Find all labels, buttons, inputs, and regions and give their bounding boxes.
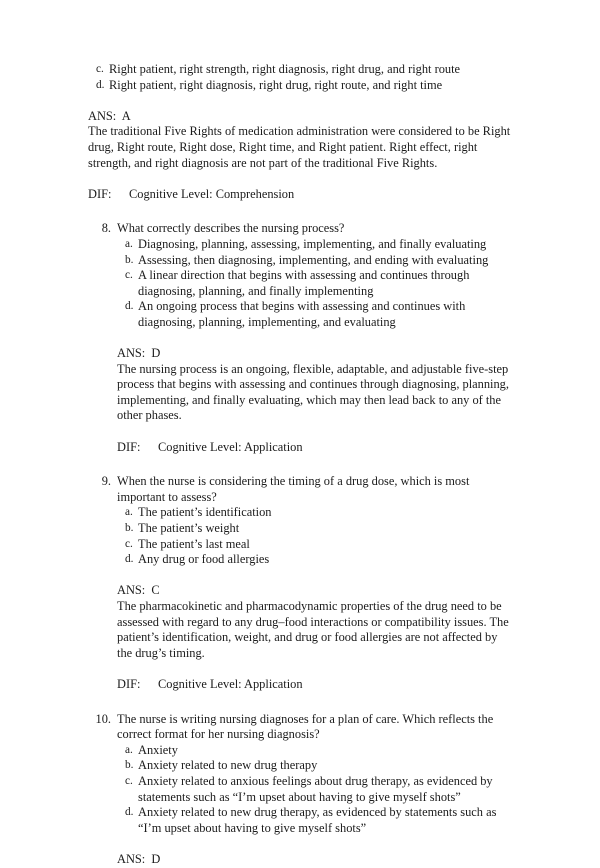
difficulty-line	[117, 440, 512, 456]
answer-option-text: An ongoing process that begins with assessing and continues with diagnosing, planning, implementing, and evaluating	[138, 299, 466, 329]
answer-option[interactable]	[117, 774, 512, 805]
answer-option[interactable]	[117, 758, 512, 774]
answer-option-text: The patient’s weight	[138, 521, 240, 536]
answer-option-letter: b.	[125, 522, 134, 535]
answer-option-letter: c.	[125, 537, 133, 550]
answer-line: ANS: A	[88, 108, 131, 123]
rationale-text: The pharmacokinetic and pharmacodynamic properties of the drug need to be assessed with regard to any drug–food interactions or compatibility issues. The patient’s identification, weight, and drug or food allergies are not affected by the drug’s timing.	[117, 599, 509, 660]
question-number: 9.	[101, 474, 111, 489]
question-stem: When the nurse is considering the timing of a drug dose, which is most important to assess?	[117, 474, 470, 504]
answer-option-letter: a.	[125, 237, 133, 250]
question-heading	[88, 221, 512, 237]
answer-option-text: Anxiety related to new drug therapy	[138, 758, 318, 773]
answer-option-letter: c.	[125, 269, 133, 282]
answer-block	[117, 852, 512, 868]
answer-option-text: Anxiety related to anxious feelings about drug therapy, as evidenced by statements such as “I’m upset about having to give myself shots”	[138, 773, 493, 804]
difficulty-line	[117, 677, 512, 693]
answer-option[interactable]	[117, 268, 512, 299]
answer-option[interactable]	[117, 505, 512, 521]
answer-option-list	[117, 237, 512, 331]
answer-option-list	[117, 743, 512, 837]
question-heading	[88, 474, 512, 505]
difficulty-label: DIF:	[88, 186, 112, 201]
answer-option-letter: a.	[125, 506, 133, 519]
answer-block	[117, 583, 512, 661]
answer-line: ANS: D	[117, 346, 161, 361]
difficulty-label: DIF:	[117, 676, 141, 691]
answer-option-list	[117, 505, 512, 567]
continued-question-block	[88, 62, 512, 202]
answer-block	[117, 346, 512, 424]
answer-option[interactable]	[117, 521, 512, 537]
rationale-text: The nursing process is an ongoing, flexible, adaptable, and adjustable five-step process that begins with assessing and continues through diagnosing, planning, implementing, and finally evaluating, which may then lead back to any of the other phases.	[117, 361, 509, 423]
answer-option[interactable]	[117, 253, 512, 269]
answer-option[interactable]	[117, 552, 512, 568]
difficulty-value: Cognitive Level: Application	[158, 676, 303, 691]
answer-option-letter: c.	[125, 774, 133, 787]
answer-option-letter: b.	[125, 759, 134, 772]
answer-option[interactable]	[88, 78, 512, 94]
answer-option[interactable]	[117, 805, 512, 836]
answer-option-text: Any drug or food allergies	[138, 552, 270, 567]
difficulty-line	[88, 187, 512, 203]
answer-option[interactable]	[88, 62, 512, 78]
answer-option-letter: d.	[125, 300, 134, 313]
question-body	[88, 505, 512, 692]
answer-option-text: Anxiety related to new drug therapy, as evidenced by statements such as “I’m upset about having to give myself shots”	[138, 805, 497, 835]
answer-option-letter: c.	[96, 63, 104, 75]
answer-option-text: Diagnosing, planning, assessing, implementing, and finally evaluating	[138, 236, 487, 251]
answer-option-text: The patient’s last meal	[138, 536, 250, 551]
answer-option-text: Right patient, right diagnosis, right drug, right route, and right time	[109, 77, 443, 92]
answer-option-list	[88, 62, 512, 93]
answer-option-letter: d.	[96, 78, 105, 91]
answer-option-text: A linear direction that begins with assessing and continues through diagnosing, planning, and finally implementing	[138, 268, 470, 298]
answer-option[interactable]	[117, 743, 512, 759]
question-number: 10.	[95, 711, 111, 726]
question-heading	[88, 712, 512, 743]
question-body	[88, 743, 512, 868]
question-stem: What correctly describes the nursing process?	[117, 221, 345, 236]
answer-option-letter: d.	[125, 806, 134, 819]
answer-option[interactable]	[117, 299, 512, 330]
question-block-8	[88, 221, 512, 455]
answer-line: ANS: C	[117, 583, 160, 598]
answer-line: ANS: D	[117, 851, 161, 866]
question-body	[88, 237, 512, 455]
rationale-text: The traditional Five Rights of medication administration were considered to be Right drug, Right route, Right dose, Right time, and Right patient. Right effect, right strength, and right diagnosis are not part of the traditional Five Rights.	[88, 124, 511, 170]
difficulty-value: Cognitive Level: Comprehension	[129, 186, 295, 201]
question-block-9	[88, 474, 512, 692]
answer-option-letter: b.	[125, 253, 134, 266]
difficulty-label: DIF:	[117, 439, 141, 454]
difficulty-value: Cognitive Level: Application	[158, 439, 303, 454]
answer-option-text: Anxiety	[138, 742, 178, 757]
answer-option-text: Assessing, then diagnosing, implementing, and ending with evaluating	[138, 252, 489, 267]
answer-option[interactable]	[117, 237, 512, 253]
answer-option-letter: d.	[125, 553, 134, 566]
answer-option[interactable]	[117, 537, 512, 553]
answer-option-letter: a.	[125, 743, 133, 756]
answer-option-text: Right patient, right strength, right diagnosis, right drug, and right route	[109, 62, 461, 76]
question-stem: The nurse is writing nursing diagnoses for a plan of care. Which reflects the correct format for her nursing diagnosis?	[117, 711, 494, 742]
answer-option-text: The patient’s identification	[138, 505, 272, 520]
page-content	[88, 62, 512, 868]
question-block-10	[88, 712, 512, 868]
answer-block	[88, 109, 512, 171]
question-number: 8.	[101, 221, 111, 236]
